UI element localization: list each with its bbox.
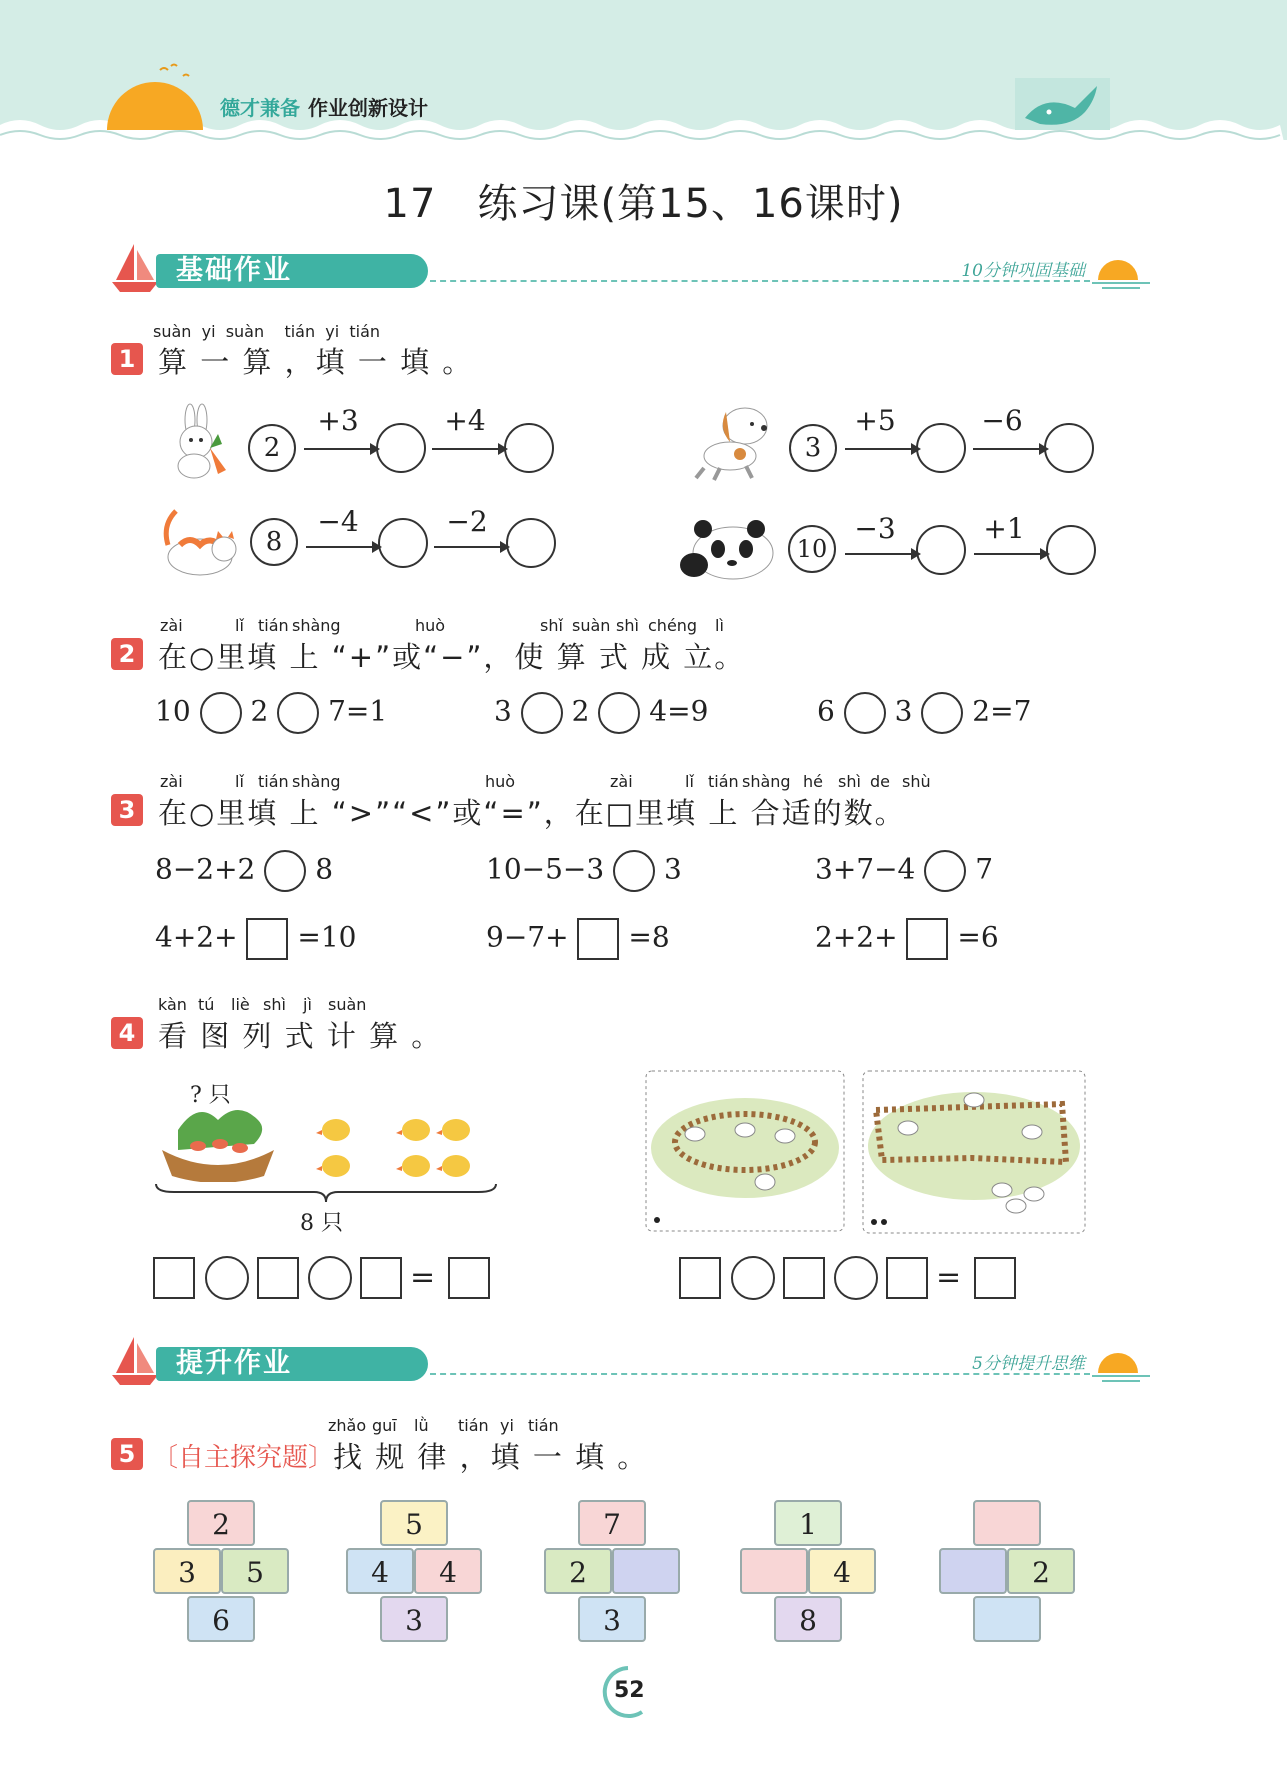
chain-start: 8 (250, 518, 298, 566)
puzzle-piece-bottom (973, 1596, 1041, 1642)
cat-icon (160, 505, 242, 581)
sheep-pen-picture-2 (862, 1070, 1086, 1234)
answer-box[interactable] (679, 1257, 721, 1299)
ship-icon (110, 1333, 160, 1389)
answer-circle[interactable] (1044, 423, 1094, 473)
answer-circle[interactable] (924, 850, 966, 892)
chain-op: +4 (444, 404, 486, 437)
chain-op: +5 (854, 404, 896, 437)
small-sun-icon (1092, 1343, 1150, 1383)
puzzle-piece-top: 7 (578, 1500, 646, 1546)
answer-box[interactable] (886, 1257, 928, 1299)
arrow-icon (845, 553, 919, 555)
section-label: 提升作业 (156, 1347, 428, 1381)
answer-circle[interactable] (200, 692, 242, 734)
answer-circle[interactable] (205, 1256, 249, 1300)
section-hint: 5分钟提升思维 (972, 1354, 1085, 1374)
question-label: ? 只 (190, 1083, 231, 1108)
answer-circle[interactable] (376, 423, 426, 473)
sheep-pen-picture-1 (645, 1070, 845, 1232)
arrow-icon (973, 448, 1047, 450)
total-label: 8 只 (300, 1211, 343, 1236)
puzzle-piece-right: 4 (808, 1548, 876, 1594)
chain-op: −3 (854, 512, 896, 545)
sun-icon (105, 58, 205, 132)
answer-box[interactable] (360, 1257, 402, 1299)
small-sun-icon (1092, 250, 1150, 290)
answer-box[interactable] (153, 1257, 195, 1299)
q3-compare: 3+7−4 7 (815, 850, 993, 892)
dog-icon (690, 398, 780, 484)
equals-sign: = (936, 1260, 962, 1295)
question-number: 4 (111, 1017, 143, 1049)
answer-circle[interactable] (504, 423, 554, 473)
question-text: 在○里填 上 “>”“<”或“=”，在□里填 上 合适的数。 (158, 796, 906, 830)
puzzle-piece-left (939, 1548, 1007, 1594)
q3-compare: 10−5−3 3 (486, 850, 682, 892)
q2-equation: 6 3 2=7 (817, 692, 1031, 734)
section-hint: 10分钟巩固基础 (961, 261, 1085, 281)
question-number: 5 (111, 1438, 143, 1470)
page-title: 17 练习课(第15、16课时) (383, 181, 904, 227)
q3-fill: 4+2+ =10 (155, 918, 356, 960)
question-number: 1 (111, 343, 143, 375)
answer-box[interactable] (257, 1257, 299, 1299)
answer-circle[interactable] (916, 525, 966, 575)
answer-circle[interactable] (378, 518, 428, 568)
rabbit-icon (160, 400, 240, 480)
section-label: 基础作业 (156, 254, 428, 288)
puzzle-piece-right: 2 (1007, 1548, 1075, 1594)
brand-title (220, 92, 428, 121)
whale-icon (1015, 78, 1110, 130)
brace-icon (154, 1182, 498, 1204)
answer-circle[interactable] (308, 1256, 352, 1300)
answer-box[interactable] (577, 918, 619, 960)
question-number: 3 (111, 794, 143, 826)
question-text: 找 规 律 ，填 一 填 。 (333, 1440, 649, 1474)
question-text: 看 图 列 式 计 算 。 (158, 1019, 443, 1053)
arrow-icon (974, 553, 1048, 555)
section-banner-advanced (110, 1333, 1150, 1393)
answer-circle[interactable] (598, 692, 640, 734)
chain-start: 10 (788, 525, 836, 573)
question-tag: 〔自主探究题〕 (152, 1443, 335, 1473)
question-text: 算 一 算 ，填 一 填 。 (158, 345, 474, 379)
puzzle-piece-top (973, 1500, 1041, 1546)
answer-circle[interactable] (613, 850, 655, 892)
puzzle-piece-top: 2 (187, 1500, 255, 1546)
ship-icon (110, 240, 160, 296)
q2-equation: 10 2 7=1 (155, 692, 387, 734)
answer-circle[interactable] (731, 1256, 775, 1300)
answer-circle[interactable] (1046, 525, 1096, 575)
q3-fill: 2+2+ =6 (815, 918, 999, 960)
puzzle-piece-top: 1 (774, 1500, 842, 1546)
chain-start: 2 (248, 424, 296, 472)
answer-circle[interactable] (834, 1256, 878, 1300)
puzzle-piece-right: 5 (221, 1548, 289, 1594)
puzzle-piece-bottom: 3 (578, 1596, 646, 1642)
chain-start: 3 (789, 424, 837, 472)
chain-op: −6 (981, 404, 1023, 437)
chain-op: −2 (446, 505, 488, 538)
brand-green: 德才兼备 (220, 96, 300, 120)
q3-fill: 9−7+ =8 (486, 918, 670, 960)
puzzle-piece-left (740, 1548, 808, 1594)
arrow-icon (434, 546, 508, 548)
q3-compare: 8−2+2 8 (155, 850, 333, 892)
chain-op: +1 (983, 512, 1025, 545)
q1-pinyin: suàn yi suàn tián yi tián (153, 322, 381, 341)
puzzle-piece-bottom: 3 (380, 1596, 448, 1642)
puzzle-piece-left: 2 (544, 1548, 612, 1594)
answer-circle[interactable] (506, 518, 556, 568)
brand-dark: 作业创新设计 (308, 96, 428, 120)
puzzle-piece-left: 3 (153, 1548, 221, 1594)
chicks-icon (310, 1112, 490, 1182)
puzzle-piece-top: 5 (380, 1500, 448, 1546)
answer-circle[interactable] (844, 692, 886, 734)
answer-circle[interactable] (521, 692, 563, 734)
answer-box[interactable] (246, 918, 288, 960)
answer-circle[interactable] (264, 850, 306, 892)
arrow-icon (845, 448, 919, 450)
answer-circle[interactable] (277, 692, 319, 734)
puzzle-piece-left: 4 (346, 1548, 414, 1594)
q2-equation: 3 2 4=9 (494, 692, 708, 734)
puzzle-piece-bottom: 6 (187, 1596, 255, 1642)
chain-op: −4 (317, 505, 359, 538)
answer-box[interactable] (906, 918, 948, 960)
arrow-icon (304, 448, 378, 450)
answer-box[interactable] (448, 1257, 490, 1299)
answer-box[interactable] (783, 1257, 825, 1299)
puzzle-piece-right: 4 (414, 1548, 482, 1594)
answer-circle[interactable] (916, 423, 966, 473)
nest-icon (158, 1100, 278, 1182)
section-banner-basic (110, 240, 1150, 300)
panda-icon (678, 515, 778, 585)
arrow-icon (306, 546, 380, 548)
arrow-icon (432, 448, 506, 450)
question-number: 2 (111, 638, 143, 670)
answer-box[interactable] (974, 1257, 1016, 1299)
puzzle-piece-right (612, 1548, 680, 1594)
equals-sign: = (410, 1260, 436, 1295)
question-text: 在○里填 上 “+”或“−”，使 算 式 成 立。 (158, 640, 746, 674)
answer-circle[interactable] (921, 692, 963, 734)
puzzle-piece-bottom: 8 (774, 1596, 842, 1642)
page-number: 52 (614, 1678, 645, 1703)
chain-op: +3 (317, 404, 359, 437)
